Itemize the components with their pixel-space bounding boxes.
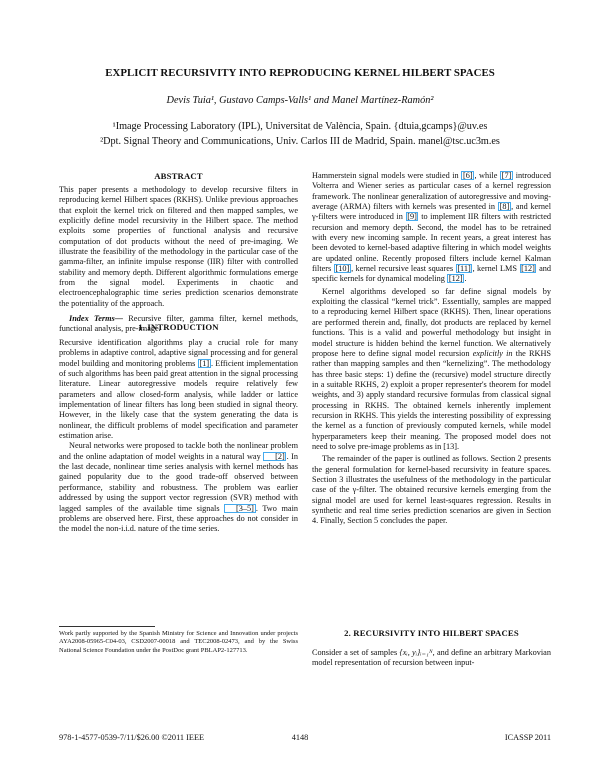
section-2-body (312, 648, 551, 669)
intro-p1-text-b: . Efficient implementation of such algorithms has been paid great attention in the signal processing literature. Linear autoregressive models require relatively few parameters and allow closed-form analysis, while ladder or lattice implementation of linear filters has long been studied in signal theory. However, in the likely case that the system generating the data is nonlinear, the difficult problems of model specification and parameter estimation arise. (59, 358, 299, 441)
citation-link[interactable]: [3–5] (224, 504, 255, 513)
citation-link[interactable]: [7] (501, 171, 512, 180)
citation-link[interactable]: [12] (521, 264, 535, 274)
right-p1-a: Hammerstein signal models were studied in (312, 171, 462, 180)
right-p1-f: , kernel recursive least squares (351, 264, 456, 274)
right-p1-c: introduced Volterra and Wiener series as particular cases of a kernel regression framework. The nonlinear generalization of autoregressive and moving-average (ARMA) filters with kernels was presented in (312, 171, 552, 212)
citation-link[interactable]: [1] (199, 358, 210, 368)
citation-link[interactable]: [11] (457, 264, 471, 274)
right-paragraph-1 (312, 171, 551, 285)
abstract-body (59, 185, 298, 335)
citation-link[interactable]: [9] (407, 212, 417, 222)
citation-link[interactable]: [2] (263, 452, 286, 461)
affiliation-1: ¹Image Processing Laboratory (IPL), Universitat de València, Spain. {dtuia,gcamps}@uv.es (112, 121, 488, 132)
abstract-text: This paper presents a methodology to develop recursive filters in reproducing kernel Hilbert spaces (RKHS). Unlike previous approaches that exploit the kernel trick on filtered and then mapped samples, we explicitly define model recursivity in the Hilbert space. The method exploits some properties of functional analysis and recursive computation of dot products without the need of pre-imaging. We illustrate the feasibility of the methodology in the particular case of the gamma-filter, an infinite impulse response (IIR) filter with controlled stability and memory depth. Different algorithmic formulations emerge from the signal model. Experiments in chaotic and electroencephalographic time series prediction scenarios demonstrate the potentiality of the approach. (59, 185, 298, 308)
intro-paragraph-1 (59, 338, 298, 441)
author-list: Devis Tuia¹, Gustavo Camps-Valls¹ and Manel Martínez-Ramón² (166, 95, 434, 106)
index-terms-label: Index Terms— (69, 314, 124, 324)
introduction-body (59, 338, 298, 535)
right-paragraph-2 (312, 287, 551, 453)
intro-p1-text-a: Recursive identification algorithms play a crucial role for many problems in adaptive control, adaptive signal processing and for general model building and monitoring problems (59, 338, 298, 368)
footnote-rule (59, 626, 155, 627)
intro-paragraph-2 (59, 441, 298, 534)
right-p2-b: the RKHS rather than mapping samples and then “kernelizing”. The methodology has three basic steps: 1) define the (recursive) model structure directly in a suitable RKHS, 2) exploit a proper representer's theorem for model weights, and 3) apply standard recursive formulas from classical signal processing in RKHS. The obtained kernels inherently implement recursion in RKHS. This yields the interesting possibility of expressing the kernel as a function of previously computed kernels, while model hyperparameters keep their meaning. The proposed model does not need to solve pre-image problems as in [13]. (312, 348, 551, 451)
affiliation-2: ²Dpt. Signal Theory and Communications, Univ. Carlos III de Madrid, Spain. manel@tsc.uc3m.es (100, 136, 500, 147)
intro-p2-text-b: . In the last decade, nonlinear time series analysis with kernel methods has gained popularity due to the good trade-off observed between performance, stability and robustness. The problem was earlier addressed by using the support vector regression (SVR) method with lagged samples of the available time signals (59, 451, 299, 513)
venue-label: ICASSP 2011 (504, 733, 551, 742)
isbn-line: 978-1-4577-0539-7/11/$26.00 ©2011 IEEE (59, 733, 205, 742)
right-p1-h: and specific kernels for dynamical modeling (312, 264, 551, 284)
right-p1-i: . (464, 274, 467, 284)
abstract-heading: ABSTRACT (154, 171, 203, 181)
paper-title: EXPLICIT RECURSIVITY INTO REPRODUCING KERNEL HILBERT SPACES (105, 67, 495, 79)
right-p2-emphasis: explicitly in (472, 348, 513, 358)
right-column-body (312, 171, 551, 527)
right-p1-b: , while (474, 171, 500, 180)
introduction-heading: 1. INTRODUCTION (138, 322, 219, 332)
section-2-paragraph-1 (312, 648, 551, 669)
sec2-p1-a: Consider a set of samples (312, 648, 400, 657)
intro-p2-text-c: . Two main problems are observed here. First, these approaches do not consider in the model the non-i.i.d. nature of the time series. (59, 503, 298, 534)
citation-link[interactable]: [10] (335, 264, 350, 274)
right-p2-a: Kernel algorithms developed so far define signal models by exploiting the classical “kernel trick”. Essentially, samples are mapped to a reproducing kernel Hilbert space (RKHS). Then, linear operations are performed therein and, finally, dot products are replaced by kernel functions. This is a valid and powerful methodology but insight in model structure is hidden behind the kernel function. We alternatively propose here to define signal model recursion (312, 286, 551, 358)
right-paragraph-3: The remainder of the paper is outlined as follows. Section 2 presents the general formulation for kernel-based recursivity in feature spaces. Section 3 illustrates the usefulness of the methodology in the particular case of the γ-filter. The obtained recursive kernels emerging from the signal model are used for kernel least-squares regression. Results in synthetic and real time series prediction scenarios are given in Section 4. Finally, Section 5 concludes the paper. (312, 454, 551, 526)
page-number: 4148 (291, 733, 309, 742)
sec2-p1-b: , and define an arbitrary Markovian model representation of recursion between input- (312, 648, 551, 668)
index-terms-text: Recursive filter, gamma filter, kernel methods, functional analysis, pre-image. (59, 314, 299, 334)
footnote: Work partly supported by the Spanish Ministry for Science and Innovation under projects AYA2008-05965-C04-03, CSD2007-00018 and TEC2008-02473, and by the Swiss National Science Foundation under the PostDoc grant PBLAP2-127713. (59, 630, 298, 654)
section-2-heading: 2. RECURSIVITY INTO HILBERT SPACES (344, 628, 519, 638)
citation-link[interactable]: [6] (462, 171, 473, 180)
citation-link[interactable]: [8] (499, 202, 510, 212)
right-p1-g: , kernel LMS (472, 264, 520, 274)
right-p1-e: to implement IIR filters with restricted recursion and memory depth. Second, the model has to be retrained with every new incoming sample. In recent years, a great interest has been devoted to kernel-based adaptive filtering in which model weights are updated online. Recently proposed filters include kernel Kalman filters (312, 212, 551, 274)
citation-link[interactable]: [12] (448, 274, 463, 284)
intro-p2-text-a: Neural networks were proposed to tackle both the nonlinear problem and the online adaptation of model weights in a natural way (59, 441, 298, 461)
sample-set-formula: {xᵢ, yᵢ}ᵢ₌₁ᴺ (399, 648, 433, 657)
right-p1-d: , and kernel γ-filters were introduced in (312, 202, 551, 222)
